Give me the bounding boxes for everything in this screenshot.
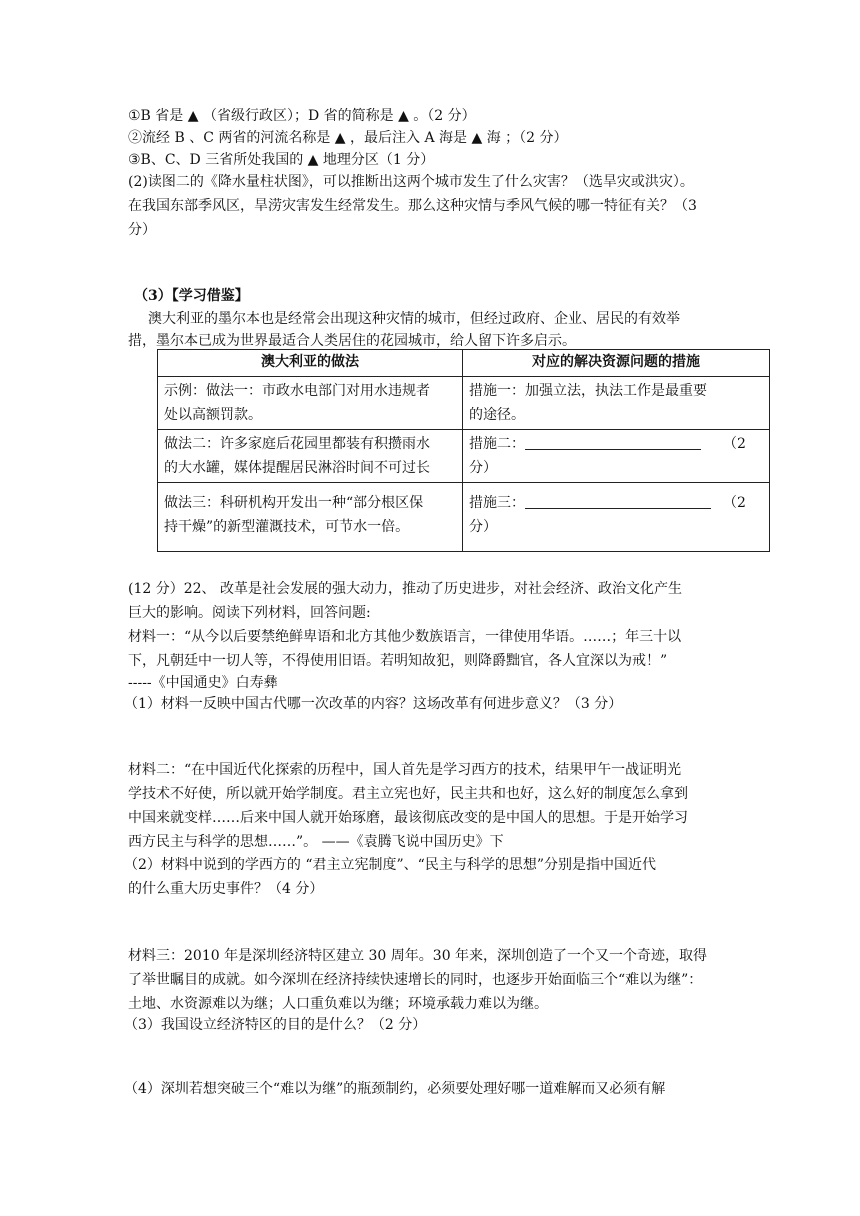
cell-text: 分） [469, 519, 497, 535]
cell-text: 分） [469, 460, 497, 476]
section-3-paragraph-2: 措，墨尔本已成为世界最适合人类居住的花园城市，给人留下许多启示。 [128, 333, 576, 349]
material-2-question-2: 的什么重大历史事件？（4 分） [128, 881, 324, 897]
material-2-line-4: 西方民主与科学的思想……”。 ——《袁腾飞说中国历史》下 [128, 834, 504, 850]
question-1-line-b: ②流经 B 、C 两省的河流名称是 ▲ ，最后注入 A 海是 ▲ 海 ；（2 分） [128, 130, 568, 146]
question-2-line-a: (2)读图二的《降水量柱状图》，可以推断出这两个城市发生了什么灾害？（选旱灾或洪灾）。 [128, 174, 694, 190]
table-row [158, 430, 770, 483]
material-1-line-1: 材料一：“从今以后要禁绝鲜卑语和北方其他少数族语言，一律使用华语。……；年三十以 [128, 629, 682, 645]
cell-text: 示例：做法一：市政水电部门对用水违规者 [164, 383, 430, 399]
cell-text: 持干燥”的新型灌溉技术，可节水一倍。 [164, 519, 410, 535]
section-3-paragraph-1: 澳大利亚的墨尔本也是经常会出现这种灾情的城市，但经过政府、企业、居民的有效举 [148, 311, 680, 327]
table-cell [463, 483, 770, 552]
material-2-question-1: （2）材料中说到的学西方的 “君主立宪制度”、“民主与科学的思想”分别是指中国近代 [124, 857, 656, 873]
question-2-line-b: 在我国东部季风区，旱涝灾害发生经常发生。那么这种灾情与季风气候的哪一特征有关？（3 [128, 198, 697, 214]
cell-text: 的途径。 [469, 407, 525, 423]
cell-text: 做法三：科研机构开发出一种“部分根区保 [164, 495, 424, 511]
q22-intro-2: 巨大的影响。阅读下列材料，回答问题: [128, 605, 371, 621]
material-1-question: （1）材料一反映中国古代哪一次改革的内容？这场改革有何进步意义？（3 分） [124, 696, 623, 712]
material-3-line-2: 了举世瞩目的成就。如今深圳在经济持续快速增长的同时，也逐步开始面临三个“难以为继”： [128, 972, 703, 988]
answer-blank[interactable] [525, 492, 711, 509]
cell-text: 处以高额罚款。 [164, 407, 262, 423]
material-1-line-2: 下，凡朝廷中一切人等，不得使用旧语。若明知故犯，则降爵黜官，各人宜深以为戒！” [128, 653, 668, 669]
comparison-table [157, 349, 770, 552]
question-1-line-a: ①B 省是 ▲ （省级行政区）；D 省的简称是 ▲ 。（2 分） [128, 108, 476, 124]
cell-text: 措施一：加强立法，执法工作是最重要 [469, 383, 707, 399]
table-cell [463, 430, 770, 483]
table-header-cell: 澳大利亚的做法 [158, 350, 463, 377]
cell-text: （2 [723, 495, 746, 511]
table-header-cell: 对应的解决资源问题的措施 [463, 350, 770, 377]
material-2-line-1: 材料二：“在中国近代化探索的历程中，国人首先是学习西方的技术，结果甲午一战证明光 [128, 762, 682, 778]
cell-text: 的大水罐，媒体提醒居民淋浴时间不可过长 [164, 460, 430, 476]
material-3-question: （3）我国设立经济特区的目的是什么？（2 分） [124, 1017, 427, 1033]
material-2-line-3: 中国来就变样……后来中国人就开始琢磨，最该彻底改变的是中国人的思想。于是开始学习 [128, 810, 688, 826]
q22-intro-1: (12 分）22、 改革是社会发展的强大动力，推动了历史进步，对社会经济、政治文化产生 [128, 581, 682, 597]
table-cell [158, 430, 463, 483]
material-4-question: （4）深圳若想突破三个“难以为继”的瓶颈制约，必须要处理好哪一道难解而又必须有解 [124, 1081, 666, 1097]
section-3-title: （3）【学习借鉴】 [134, 288, 249, 304]
cell-text: （2 [723, 436, 746, 452]
cell-answer-line [469, 432, 763, 456]
table-cell [158, 377, 463, 430]
table-cell [158, 483, 463, 552]
table-row [158, 377, 770, 430]
cell-text: 措施二： [469, 436, 525, 452]
question-2-line-c: 分） [128, 222, 156, 238]
table-row [158, 483, 770, 552]
material-3-line-1: 材料三：2010 年是深圳经济特区建立 30 周年。30 年来，深圳创造了一个又一个奇迹，取得 [128, 948, 708, 964]
material-3-line-3: 土地、水资源难以为继；人口重负难以为继；环境承载力难以为继。 [128, 996, 548, 1012]
material-1-source: -----《中国通史》白寿彝 [128, 675, 278, 691]
cell-answer-line [469, 491, 763, 515]
cell-text: 做法二：许多家庭后花园里都装有积攒雨水 [164, 436, 430, 452]
table-header-row [158, 350, 770, 377]
table-cell [463, 377, 770, 430]
question-1-line-c: ③B、C、D 三省所处我国的 ▲ 地理分区（1 分） [128, 152, 435, 168]
material-2-line-2: 学技术不好使，所以就开始学制度。君主立宪也好，民主共和也好，这么好的制度怎么拿到 [128, 786, 688, 802]
cell-text: 措施三： [469, 495, 525, 511]
answer-blank[interactable] [525, 433, 701, 450]
